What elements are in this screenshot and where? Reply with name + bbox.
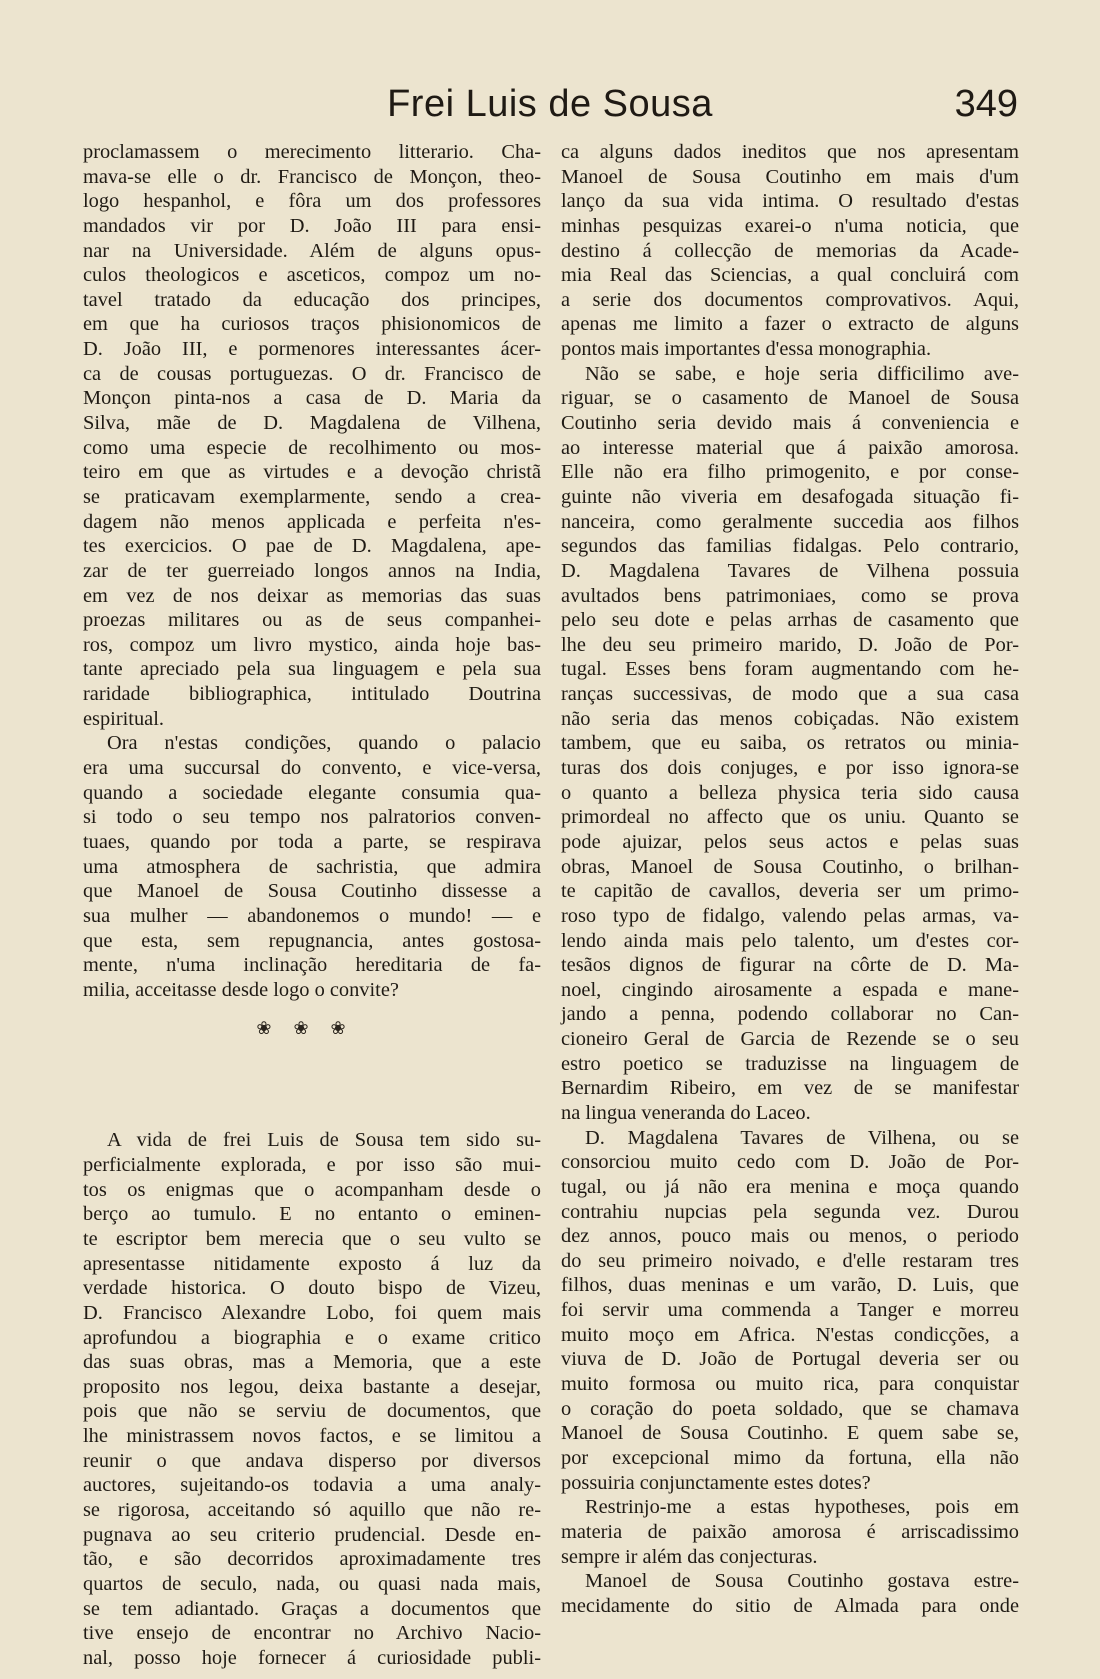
text-line: segundos das familias fidalgas. Pelo contrario,	[561, 535, 1019, 558]
text-line: raridade bibliographica, intitulado Doutrina	[83, 683, 541, 706]
text-line: A vida de frei Luis de Sousa tem sido su-	[107, 1129, 541, 1152]
text-line: o coração do poeta soldado, que se chamava	[561, 1397, 1019, 1420]
text-line: primordeal no affecto que os uniu. Quanto se	[561, 806, 1019, 829]
text-line: culos theologicos e asceticos, compoz um no-	[83, 264, 541, 287]
text-line: Ora n'estas condições, quando o palacio	[107, 732, 541, 755]
page-number: 349	[954, 83, 1018, 125]
text-line: noel, cingindo airosamente a espada e mane-	[561, 978, 1019, 1001]
text-line: sua mulher — abandonemos o mundo! — e	[83, 904, 541, 927]
text-line: avultados bens patrimoniaes, como se prova	[561, 584, 1019, 607]
text-line: muito formosa ou muito rica, para conquistar	[561, 1373, 1019, 1396]
text-line: D. Magdalena Tavares de Vilhena, ou se	[585, 1126, 1019, 1149]
text-line: lanço da sua vida intima. O resultado d'estas	[561, 190, 1019, 213]
text-line: Silva, mãe de D. Magdalena de Vilhena,	[83, 412, 541, 435]
text-line: reunir o que andava disperso por diversos	[83, 1449, 541, 1472]
text-line: o quanto a belleza physica teria sido causa	[561, 781, 1019, 804]
text-line: D. Francisco Alexandre Lobo, foi quem mais	[83, 1301, 541, 1324]
text-line: teiro em que as virtudes e a devoção christã	[83, 461, 541, 484]
text-line: se tem adiantado. Graças a documentos que	[83, 1597, 541, 1620]
text-line: verdade historica. O douto bispo de Vizeu,	[83, 1277, 541, 1300]
text-line: Coutinho seria devido mais á conveniencia e	[561, 412, 1019, 435]
text-line: do seu primeiro noivado, e d'elle restaram tres	[561, 1249, 1019, 1272]
text-line: lendo ainda mais pelo talento, um d'estes cor-	[561, 929, 1019, 952]
text-line: proposito nos legou, deixa bastante a desejar,	[83, 1375, 541, 1398]
text-line: quando a sociedade elegante consumia qua-	[83, 781, 541, 804]
text-line: minhas pesquizas exarei-o n'uma noticia, que	[561, 214, 1019, 237]
text-line: lhe ministrassem novos factos, e se limitou a	[83, 1425, 541, 1448]
text-line: pugnava ao seu criterio prudencial. Desde en-	[83, 1523, 541, 1546]
text-line: possuiria conjunctamente estes dotes?	[561, 1471, 871, 1494]
text-line: sempre ir além das conjecturas.	[561, 1545, 818, 1568]
text-line: jando a penna, podendo collaborar no Can-	[561, 1003, 1019, 1026]
text-line: perficialmente explorada, e por isso são mui-	[83, 1154, 541, 1177]
section-ornament	[83, 1002, 541, 1054]
ornament-glyph: ❀	[330, 1018, 368, 1039]
text-line: nanceira, como geralmente succedia aos filhos	[561, 510, 1019, 533]
text-line: Restrinjo-me a estas hypotheses, pois em	[585, 1496, 1019, 1519]
text-line: tesãos dignos de figurar na côrte de D. Ma-	[561, 954, 1019, 977]
text-line: aprofundou a biographia e o exame critico	[83, 1326, 541, 1349]
text-line: tuaes, quando por toda a parte, se respirava	[83, 830, 541, 853]
text-line: pelo seu dote e pelas arrhas de casamento que	[561, 609, 1019, 632]
text-line: Manoel de Sousa Coutinho em mais d'um	[561, 165, 1019, 188]
text-line: tes exercicios. O pae de D. Magdalena, ape-	[83, 535, 541, 558]
text-line: em vez de nos deixar as memorias das suas	[83, 584, 541, 607]
text-line: pois que não se serviu de documentos, que	[83, 1400, 541, 1423]
running-head	[0, 83, 1100, 133]
text-line: mente, n'uma inclinação hereditaria de fa-	[83, 954, 541, 977]
text-line: destino á collecção de memorias da Acade-	[561, 239, 1019, 262]
text-line: te escriptor bem merecia que o seu vulto se	[83, 1227, 541, 1250]
text-line: riguar, se o casamento de Manoel de Sousa	[561, 387, 1019, 410]
ornament-glyph: ❀	[293, 1018, 331, 1039]
text-line: mandados vir por D. João III para ensi-	[83, 214, 541, 237]
running-title: Frei Luis de Sousa	[387, 83, 713, 125]
text-line: Monçon pinta-nos a casa de D. Maria da	[83, 387, 541, 410]
text-line: te capitão de cavallos, deveria ser um primo-	[561, 880, 1019, 903]
text-line: se praticavam exemplarmente, sendo a crea-	[83, 485, 541, 508]
text-line: Bernardim Ribeiro, em vez de se manifestar	[561, 1077, 1019, 1100]
left-text-column	[83, 140, 541, 1671]
text-line: filhos, duas meninas e um varão, D. Luis, que	[561, 1274, 1019, 1297]
text-line: ros, compoz um livro mystico, ainda hoje bas-	[83, 633, 541, 656]
text-line: turas dos dois conjuges, e por isso ignora-se	[561, 757, 1019, 780]
text-line: uma atmosphera de sachristia, que admira	[83, 855, 541, 878]
text-line: em que ha curiosos traços phisionomicos de	[83, 313, 541, 336]
text-line: apenas me limito a fazer o extracto de alguns	[561, 313, 1019, 336]
text-line: Manoel de Sousa Coutinho. E quem sabe se,	[561, 1422, 1019, 1445]
text-line: proclamassem o merecimento litterario. Cha-	[83, 141, 541, 163]
text-line: foi servir uma commenda a Tanger e morreu	[561, 1299, 1019, 1322]
text-line: dagem não menos applicada e perfeita n'es-	[83, 510, 541, 533]
text-line: dez annos, pouco mais ou menos, o periodo	[561, 1225, 1019, 1248]
text-line: materia de paixão amorosa é arriscadissimo	[561, 1520, 1019, 1543]
text-line: tos os enigmas que o acompanham desde o	[83, 1178, 541, 1201]
text-line: era uma succursal do convento, e vice-versa,	[83, 757, 541, 780]
text-line: como uma especie de recolhimento ou mos-	[83, 436, 541, 459]
text-line: ca alguns dados ineditos que nos apresentam	[561, 141, 1019, 163]
text-line: Elle não era filho primogenito, e por conse-	[561, 461, 1019, 484]
text-line: tavel tratado da educação dos principes,	[83, 288, 541, 311]
text-line: tante apreciado pela sua linguagem e pela sua	[83, 658, 541, 681]
text-line: D. Magdalena Tavares de Vilhena possuia	[561, 559, 1019, 582]
text-line: pontos mais importantes d'essa monographia.	[561, 338, 932, 361]
section-spacer	[83, 1054, 541, 1128]
text-line: tive ensejo de encontrar no Archivo Nacio-	[83, 1622, 541, 1645]
text-line: ca de cousas portuguezas. O dr. Francisco de	[83, 362, 541, 385]
text-line: milia, acceitasse desde logo o convite?	[83, 978, 399, 1001]
text-line: nar na Universidade. Além de alguns opus-	[83, 239, 541, 262]
text-line: na lingua veneranda do Laceo.	[561, 1101, 811, 1124]
text-line: mava-se elle o dr. Francisco de Monçon, theo-	[83, 165, 541, 188]
text-line: berço ao tumulo. E no entanto o eminen-	[83, 1203, 541, 1226]
text-line: espiritual.	[83, 707, 164, 730]
text-line: muito moço em Africa. N'estas condicções, a	[561, 1323, 1019, 1346]
text-line: ao interesse material que á paixão amorosa.	[561, 436, 1019, 459]
text-line: auctores, sujeitando-os todavia a uma analy-	[83, 1474, 541, 1497]
text-line: viuva de D. João de Portugal deveria ser ou	[561, 1348, 1019, 1371]
text-line: obras, Manoel de Sousa Coutinho, o brilhan-	[561, 855, 1019, 878]
text-line: não seria das menos cobiçadas. Não existem	[561, 707, 1019, 730]
text-line: apresentasse nitidamente exposto á luz da	[83, 1252, 541, 1275]
text-line: proezas militares ou as de seus companhei-	[83, 609, 541, 632]
right-text-column	[561, 140, 1019, 1618]
text-line: tão, e são decorridos aproximadamente tres	[83, 1548, 541, 1571]
text-line: consorciou muito cedo com D. João de Por-	[561, 1151, 1019, 1174]
text-line: que esta, sem repugnancia, antes gostosa-	[83, 929, 541, 952]
text-line: a serie dos documentos comprovativos. Aqui,	[561, 288, 1019, 311]
text-line: D. João III, e pormenores interessantes ácer-	[83, 338, 541, 361]
text-line: tugal, ou já não era menina e moça quando	[561, 1175, 1019, 1198]
text-line: mecidamente do sitio de Almada para onde	[561, 1594, 1019, 1617]
ornament-glyph: ❀	[256, 1018, 294, 1039]
text-line: cioneiro Geral de Garcia de Rezende se o seu	[561, 1028, 1019, 1051]
text-line: tugal. Esses bens foram augmentando com he-	[561, 658, 1019, 681]
text-line: nal, posso hoje fornecer á curiosidade publi-	[83, 1646, 541, 1669]
text-line: guinte não viveria em desafogada situação fi-	[561, 485, 1019, 508]
text-line: se rigorosa, acceitando só aquillo que não re-	[83, 1499, 541, 1522]
text-line: ranças successivas, de modo que a sua casa	[561, 683, 1019, 706]
text-line: pode ajuizar, pelos seus actos e pelas suas	[561, 830, 1019, 853]
text-line: tambem, que eu saiba, os retratos ou minia-	[561, 732, 1019, 755]
text-line: das suas obras, mas a Memoria, que a este	[83, 1351, 541, 1374]
text-line: lhe deu seu primeiro marido, D. João de Por-	[561, 633, 1019, 656]
text-line: mia Real das Sciencias, a qual concluirá com	[561, 264, 1019, 287]
text-line: que Manoel de Sousa Coutinho dissesse a	[83, 880, 541, 903]
text-line: logo hespanhol, e fôra um dos professores	[83, 190, 541, 213]
text-line: Manoel de Sousa Coutinho gostava estre-	[585, 1570, 1019, 1593]
text-line: por excepcional mimo da fortuna, ella não	[561, 1446, 1019, 1469]
text-line: quartos de seculo, nada, ou quasi nada mais,	[83, 1572, 541, 1595]
text-line: zar de ter guerreiado longos annos na India,	[83, 559, 541, 582]
text-line: Não se sabe, e hoje seria difficilimo ave-	[585, 362, 1019, 385]
text-line: si todo o seu tempo nos palratorios conven-	[83, 806, 541, 829]
text-line: estro poetico se traduzisse na linguagem de	[561, 1052, 1019, 1075]
text-line: roso typo de fidalgo, valendo pelas armas, va-	[561, 904, 1019, 927]
text-line: contrahiu nupcias pela segunda vez. Durou	[561, 1200, 1019, 1223]
